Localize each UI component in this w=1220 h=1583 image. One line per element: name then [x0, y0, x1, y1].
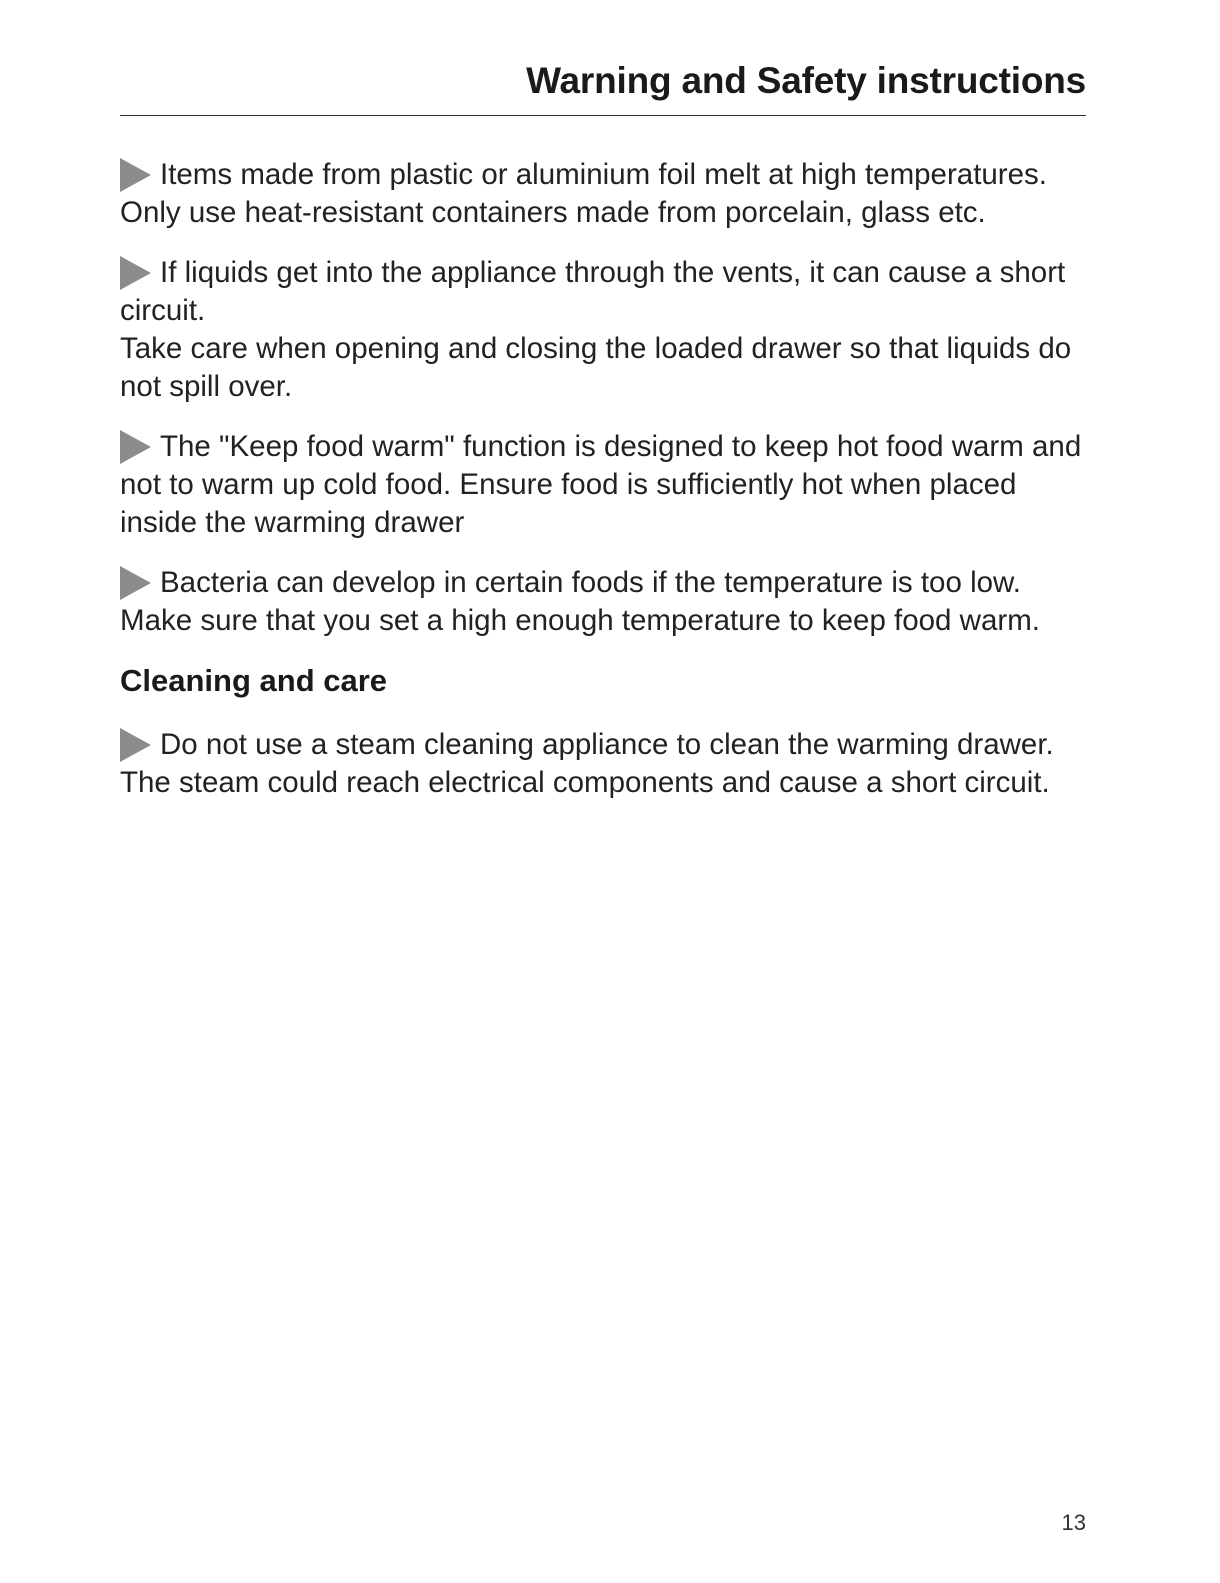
warning-item-liquids — [120, 254, 1086, 406]
warning-text-line: Do not use a steam cleaning appliance to clean the warming drawer. — [160, 728, 1054, 761]
page-content — [120, 156, 1086, 824]
warning-text-line: Items made from plastic or aluminium foil melt at high temperatures. Only use heat-resistant containers made from porcelain, glass etc. — [120, 158, 1047, 229]
page-number: 13 — [1061, 1510, 1086, 1535]
arrow-icon — [120, 430, 151, 464]
warning-item-steam-cleaning — [120, 726, 1086, 802]
arrow-icon — [120, 566, 151, 600]
warning-text — [120, 726, 1086, 764]
warning-text-continuation: Take care when opening and closing the loaded drawer so that liquids do not spill over. — [120, 332, 1072, 403]
page-header — [120, 58, 1086, 116]
warning-item-keep-food-warm — [120, 428, 1086, 542]
arrow-icon — [120, 728, 151, 762]
warning-text-continuation: The steam could reach electrical components and cause a short circuit. — [120, 766, 1050, 799]
warning-text — [120, 428, 1086, 542]
arrow-icon — [120, 256, 151, 290]
warning-text-line: If liquids get into the appliance through the vents, it can cause a short circuit. — [120, 256, 1066, 327]
warning-text — [120, 564, 1086, 640]
section-heading-cleaning: Cleaning and care — [120, 663, 388, 698]
warning-text — [120, 254, 1086, 330]
warning-item-bacteria — [120, 564, 1086, 640]
warning-text — [120, 156, 1086, 232]
warning-item-plastic-foil — [120, 156, 1086, 232]
warning-text-line: Bacteria can develop in certain foods if the temperature is too low. Make sure that you set a high enough temperature to keep food warm. — [120, 566, 1040, 637]
page-title: Warning and Safety instructions — [526, 60, 1086, 101]
arrow-icon — [120, 158, 151, 192]
warning-text-line: The "Keep food warm" function is designed to keep hot food warm and not to warm up cold food. Ensure food is sufficiently hot when placed inside the warming drawer — [120, 430, 1082, 539]
